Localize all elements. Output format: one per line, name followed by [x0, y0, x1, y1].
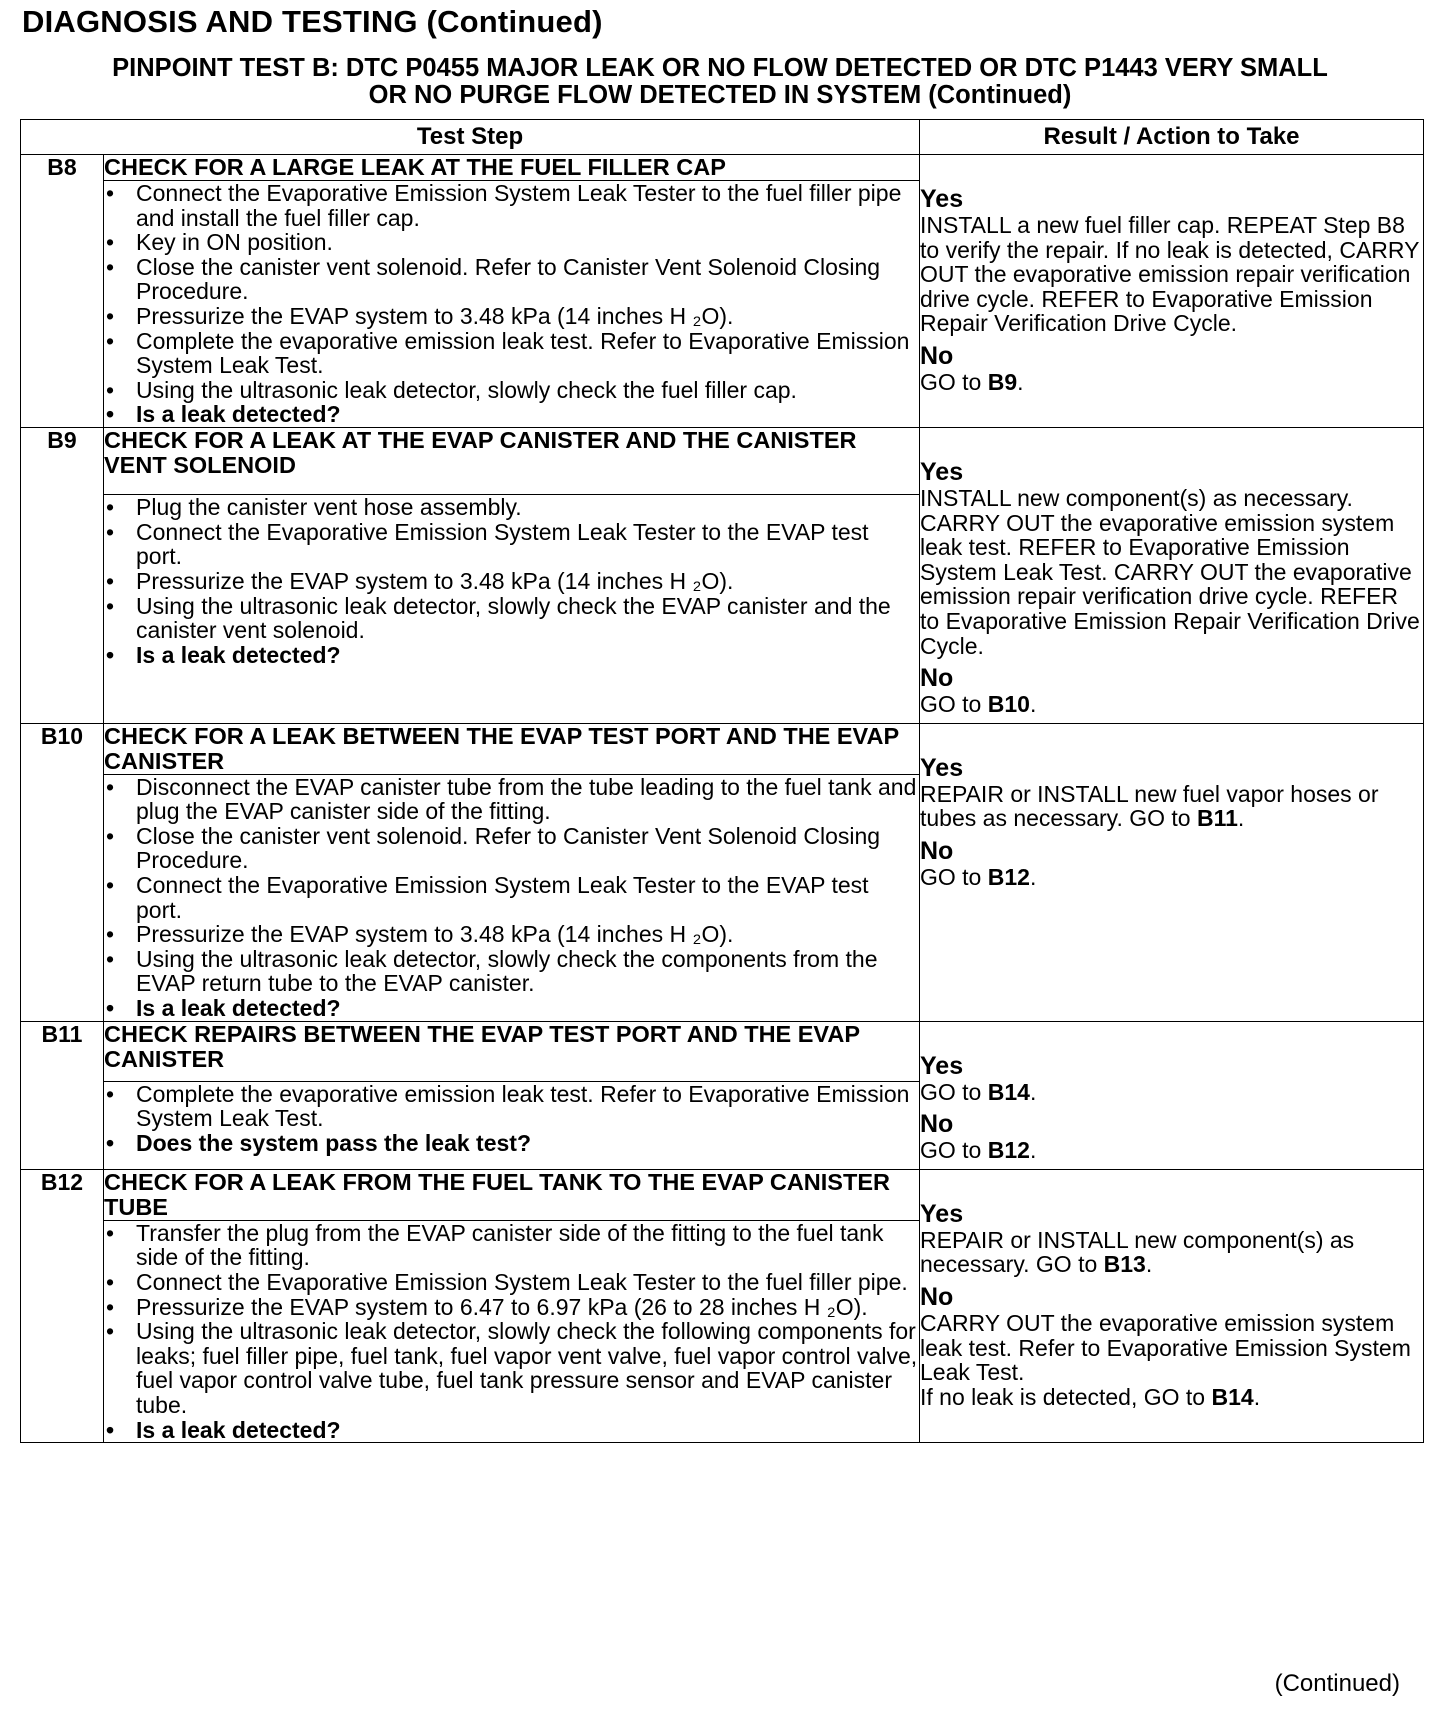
- action-item: • Pressurize the EVAP system to 3.48 kPa (14 inches H ₂O).: [104, 304, 919, 329]
- no-result-block: [920, 664, 1423, 717]
- step-actions: [104, 1220, 920, 1442]
- no-label: No: [920, 836, 954, 865]
- step-id: B8: [21, 155, 104, 428]
- step-heading-row: [21, 1021, 1424, 1081]
- no-goto-prefix: GO to: [920, 1137, 988, 1164]
- step-question: • Is a leak detected?: [104, 643, 919, 668]
- action-item: • Complete the evaporative emission leak test. Refer to Evaporative Emission System Leak Test.: [104, 1082, 919, 1131]
- yes-goto-suffix: .: [1029, 1078, 1037, 1105]
- step-heading: CHECK FOR A LEAK AT THE EVAP CANISTER AND THE CANISTER VENT SOLENOID: [104, 427, 920, 494]
- yes-result-block: [920, 754, 1423, 831]
- step-heading-row: [21, 1169, 1424, 1220]
- no-action-text: CARRY OUT the evaporative emission system leak test. Refer to Evaporative Emission System Leak Test.: [920, 1310, 1411, 1386]
- no-goto-step: B10: [987, 691, 1030, 718]
- pinpoint-test-table: [20, 119, 1424, 1443]
- table-header-row: [21, 120, 1424, 155]
- step-result: [920, 1169, 1424, 1442]
- step-heading: CHECK FOR A LEAK BETWEEN THE EVAP TEST PORT AND THE EVAP CANISTER: [104, 723, 920, 774]
- action-item: • Using the ultrasonic leak detector, slowly check the following components for leaks; fuel filler pipe, fuel tank, fuel vapor vent valve, fuel vapor control valve, fuel vapor control valve tube, fuel tank pressure sensor and EVAP canister tube.: [104, 1319, 919, 1417]
- step-result: [920, 427, 1424, 723]
- no-result-block: [920, 342, 1423, 395]
- step-actions: [104, 1081, 920, 1169]
- no-goto-suffix: .: [1029, 863, 1037, 890]
- step-id: B11: [21, 1021, 104, 1169]
- action-item: • Using the ultrasonic leak detector, slowly check the EVAP canister and the canister vent solenoid.: [104, 594, 919, 643]
- step-heading-row: [21, 723, 1424, 774]
- action-item: • Connect the Evaporative Emission System Leak Tester to the EVAP test port.: [104, 873, 919, 922]
- no-goto-prefix: GO to: [920, 863, 988, 890]
- no-goto-step: B14: [1211, 1383, 1254, 1410]
- action-list: [104, 181, 919, 427]
- step-actions: [104, 774, 920, 1021]
- step-result: [920, 1021, 1424, 1169]
- yes-result-block: [920, 1200, 1423, 1277]
- action-item: • Connect the Evaporative Emission System Leak Tester to the fuel filler pipe and install the fuel filler cap.: [104, 181, 919, 230]
- no-goto-suffix: .: [1029, 1137, 1037, 1164]
- yes-label: Yes: [920, 457, 964, 486]
- action-list: [104, 1082, 919, 1156]
- step-question: • Does the system pass the leak test?: [104, 1131, 919, 1156]
- step-id: B10: [21, 723, 104, 1021]
- step-actions: [104, 181, 920, 428]
- yes-goto-step: B11: [1196, 805, 1238, 832]
- no-goto-line: [920, 1385, 1423, 1410]
- no-goto-suffix: .: [1017, 368, 1024, 395]
- step-heading-row: [21, 427, 1424, 494]
- test-title-line-2: OR NO PURGE FLOW DETECTED IN SYSTEM (Continued): [368, 81, 1072, 109]
- no-result-block: [920, 1283, 1423, 1409]
- yes-label: Yes: [920, 185, 964, 213]
- step-result: [920, 723, 1424, 1021]
- action-item: • Close the canister vent solenoid. Refer to Canister Vent Solenoid Closing Procedure.: [104, 255, 919, 304]
- yes-goto-line: [920, 782, 1423, 831]
- yes-label: Yes: [920, 1051, 964, 1080]
- no-goto-prefix: GO to: [920, 368, 988, 395]
- step-question: • Is a leak detected?: [104, 996, 919, 1021]
- test-step-column-header: Test Step: [21, 120, 920, 155]
- continued-note: (Continued): [1274, 1670, 1400, 1697]
- no-goto-step: B9: [987, 368, 1018, 395]
- yes-label: Yes: [920, 753, 964, 782]
- no-goto-suffix: .: [1253, 1383, 1261, 1410]
- no-goto-line: [920, 370, 1423, 395]
- action-item: • Plug the canister vent hose assembly.: [104, 495, 919, 520]
- no-goto-line: [920, 1138, 1423, 1163]
- yes-result-block: [920, 458, 1423, 658]
- action-item: • Using the ultrasonic leak detector, slowly check the fuel filler cap.: [104, 378, 919, 403]
- test-title-line-1: PINPOINT TEST B: DTC P0455 MAJOR LEAK OR NO FLOW DETECTED OR DTC P1443 VERY SMALL: [112, 54, 1328, 82]
- action-item: • Pressurize the EVAP system to 6.47 to 6.97 kPa (26 to 28 inches H ₂O).: [104, 1295, 919, 1320]
- no-goto-line: [920, 692, 1423, 717]
- step-id: B9: [21, 427, 104, 723]
- yes-result-block: [920, 1052, 1423, 1105]
- yes-goto-step: B14: [987, 1078, 1030, 1105]
- yes-action-text: INSTALL new component(s) as necessary. CARRY OUT the evaporative emission system leak test. REFER to Evaporative Emission System Leak Test. CARRY OUT the evaporative emission repair verification drive cycle. REFER to Evaporative Emission Repair Verification Drive Cycle.: [920, 484, 1420, 659]
- yes-goto-prefix: GO to: [920, 1078, 988, 1105]
- yes-goto-prefix: REPAIR or INSTALL new component(s) as necessary. GO to: [920, 1226, 1355, 1278]
- step-question: • Is a leak detected?: [104, 402, 919, 427]
- result-spacer: [920, 724, 1423, 754]
- no-goto-prefix: GO to: [920, 691, 988, 718]
- no-goto-suffix: .: [1029, 691, 1037, 718]
- action-item: • Disconnect the EVAP canister tube from the tube leading to the fuel tank and plug the EVAP canister side of the fitting.: [104, 775, 919, 824]
- yes-goto-suffix: .: [1237, 805, 1245, 832]
- step-heading-row: [21, 155, 1424, 181]
- yes-goto-suffix: .: [1145, 1251, 1153, 1278]
- action-item: • Connect the Evaporative Emission System Leak Tester to the fuel filler pipe.: [104, 1270, 919, 1295]
- no-label: No: [920, 341, 954, 370]
- step-question: • Is a leak detected?: [104, 1418, 919, 1443]
- step-actions: [104, 495, 920, 723]
- action-item: • Connect the Evaporative Emission System Leak Tester to the EVAP test port.: [104, 520, 919, 569]
- no-result-block: [920, 837, 1423, 890]
- result-column-header: Result / Action to Take: [920, 120, 1424, 155]
- step-id: B12: [21, 1169, 104, 1442]
- result-spacer: [920, 155, 1423, 185]
- yes-goto-line: [920, 1228, 1423, 1277]
- step-heading: CHECK REPAIRS BETWEEN THE EVAP TEST PORT AND THE EVAP CANISTER: [104, 1021, 920, 1081]
- no-goto-line: [920, 865, 1423, 890]
- yes-label: Yes: [920, 1199, 964, 1228]
- no-goto-step: B12: [987, 1137, 1030, 1164]
- pinpoint-test-title: [20, 55, 1420, 109]
- action-item: • Using the ultrasonic leak detector, slowly check the components from the EVAP return tube to the EVAP canister.: [104, 947, 919, 996]
- no-goto-step: B12: [987, 863, 1030, 890]
- yes-goto-prefix: REPAIR or INSTALL new fuel vapor hoses or tubes as necessary. GO to: [920, 780, 1379, 832]
- action-list: [104, 495, 919, 667]
- action-item: • Key in ON position.: [104, 230, 919, 255]
- action-item: • Close the canister vent solenoid. Refer to Canister Vent Solenoid Closing Procedure.: [104, 824, 919, 873]
- result-spacer: [920, 1170, 1423, 1200]
- action-list: [104, 1221, 919, 1442]
- action-item: • Pressurize the EVAP system to 3.48 kPa (14 inches H ₂O).: [104, 569, 919, 594]
- yes-action-text: INSTALL a new fuel filler cap. REPEAT Step B8 to verify the repair. If no leak is detected, CARRY OUT the evaporative emission repair verification drive cycle. REFER to Evaporative Emission Repair Verification Drive Cycle.: [920, 212, 1420, 337]
- yes-result-block: [920, 185, 1423, 336]
- action-item: • Pressurize the EVAP system to 3.48 kPa (14 inches H ₂O).: [104, 922, 919, 947]
- no-goto-prefix: If no leak is detected, GO to: [920, 1383, 1212, 1410]
- yes-goto-line: [920, 1080, 1423, 1105]
- steps-body: [21, 155, 1424, 1443]
- step-heading: CHECK FOR A LEAK FROM THE FUEL TANK TO THE EVAP CANISTER TUBE: [104, 1169, 920, 1220]
- no-label: No: [920, 664, 954, 693]
- yes-goto-step: B13: [1103, 1251, 1146, 1278]
- no-result-block: [920, 1110, 1423, 1163]
- action-item: • Complete the evaporative emission leak test. Refer to Evaporative Emission System Leak Test.: [104, 329, 919, 378]
- page-title: DIAGNOSIS AND TESTING (Continued): [22, 4, 603, 39]
- action-list: [104, 775, 919, 1021]
- step-result: [920, 155, 1424, 428]
- action-item: • Transfer the plug from the EVAP canister side of the fitting to the fuel tank side of the fitting.: [104, 1221, 919, 1270]
- no-label: No: [920, 1283, 954, 1311]
- result-spacer: [920, 1022, 1423, 1052]
- result-spacer: [920, 428, 1423, 458]
- no-label: No: [920, 1110, 954, 1139]
- step-heading: CHECK FOR A LARGE LEAK AT THE FUEL FILLER CAP: [104, 155, 920, 181]
